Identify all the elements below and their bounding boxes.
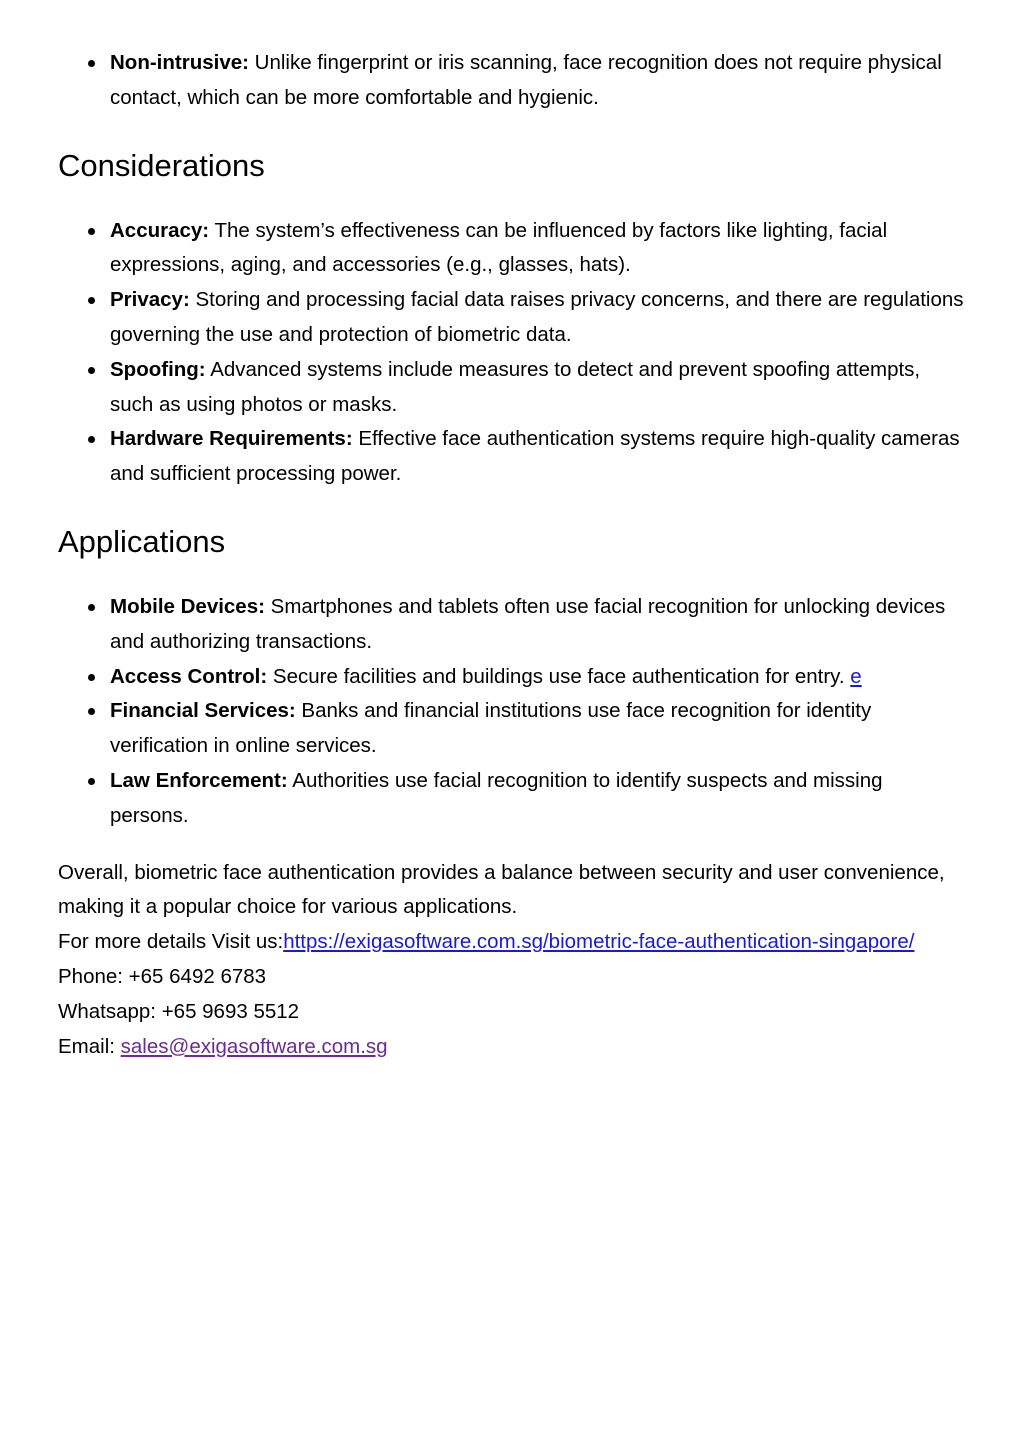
term-label: Spoofing: [110, 357, 206, 381]
item-text: Storing and processing facial data raises privacy concerns, and there are regulations governing the use and protection of biometric data. [110, 288, 964, 346]
term-label: Accuracy: [110, 218, 210, 242]
item-text: Secure facilities and buildings use face authentication for entry. [267, 664, 851, 688]
email-link[interactable]: sales@exigasoftware.com.sg [120, 1034, 388, 1058]
summary-block [58, 856, 966, 1065]
term-label: Privacy: [110, 288, 190, 312]
list-item [110, 660, 966, 695]
whatsapp-line: Whatsapp: +65 9693 5512 [58, 999, 300, 1023]
list-item [110, 764, 966, 834]
list-item [110, 694, 966, 764]
list-item [110, 422, 966, 492]
visit-line [58, 925, 966, 960]
term-label: Hardware Requirements: [110, 427, 353, 451]
list-item [110, 46, 966, 116]
term-label: Non-intrusive: [110, 51, 249, 74]
visit-label: For more details Visit us: [58, 930, 284, 954]
phone-line: Phone: +65 6492 6783 [58, 964, 267, 988]
item-text: Effective face authentication systems require high-quality cameras and sufficient processing power. [110, 427, 960, 486]
item-text: Advanced systems include measures to detect and prevent spoofing attempts, such as using photos or masks. [110, 357, 921, 416]
section-heading-applications: Applications [58, 523, 226, 559]
item-text: Unlike fingerprint or iris scanning, face recognition does not require physical contact, which can be more comfortable and hygienic. [110, 51, 942, 109]
item-text: Smartphones and tablets often use facial recognition for unlocking devices and authorizing transactions. [110, 594, 946, 653]
list-item [110, 283, 966, 353]
access-control-link[interactable]: e [850, 664, 862, 688]
term-label: Financial Services: [110, 699, 296, 723]
applications-list [58, 590, 966, 834]
list-item [110, 590, 966, 660]
item-text: The system’s effectiveness can be influenced by factors like lighting, facial expressions, aging, and accessories (e.g., glasses, hats). [110, 218, 888, 277]
section-heading-considerations: Considerations [58, 147, 265, 183]
considerations-list [58, 214, 966, 492]
summary-paragraph: Overall, biometric face authentication provides a balance between security and user convenience, making it a popular choice for various applications. [58, 860, 945, 919]
list-item [110, 214, 966, 284]
list-item [110, 353, 966, 423]
website-link[interactable]: https://exigasoftware.com.sg/biometric-face-authentication-singapore/ [283, 930, 915, 954]
term-label: Access Control: [110, 664, 268, 688]
email-line [58, 1030, 966, 1065]
intro-list [58, 46, 966, 116]
item-text: Banks and financial institutions use face recognition for identity verification in online services. [110, 699, 872, 758]
item-text: Authorities use facial recognition to identify suspects and missing persons. [110, 768, 883, 827]
term-label: Mobile Devices: [110, 594, 265, 618]
email-label: Email: [58, 1034, 121, 1058]
term-label: Law Enforcement: [110, 768, 288, 792]
